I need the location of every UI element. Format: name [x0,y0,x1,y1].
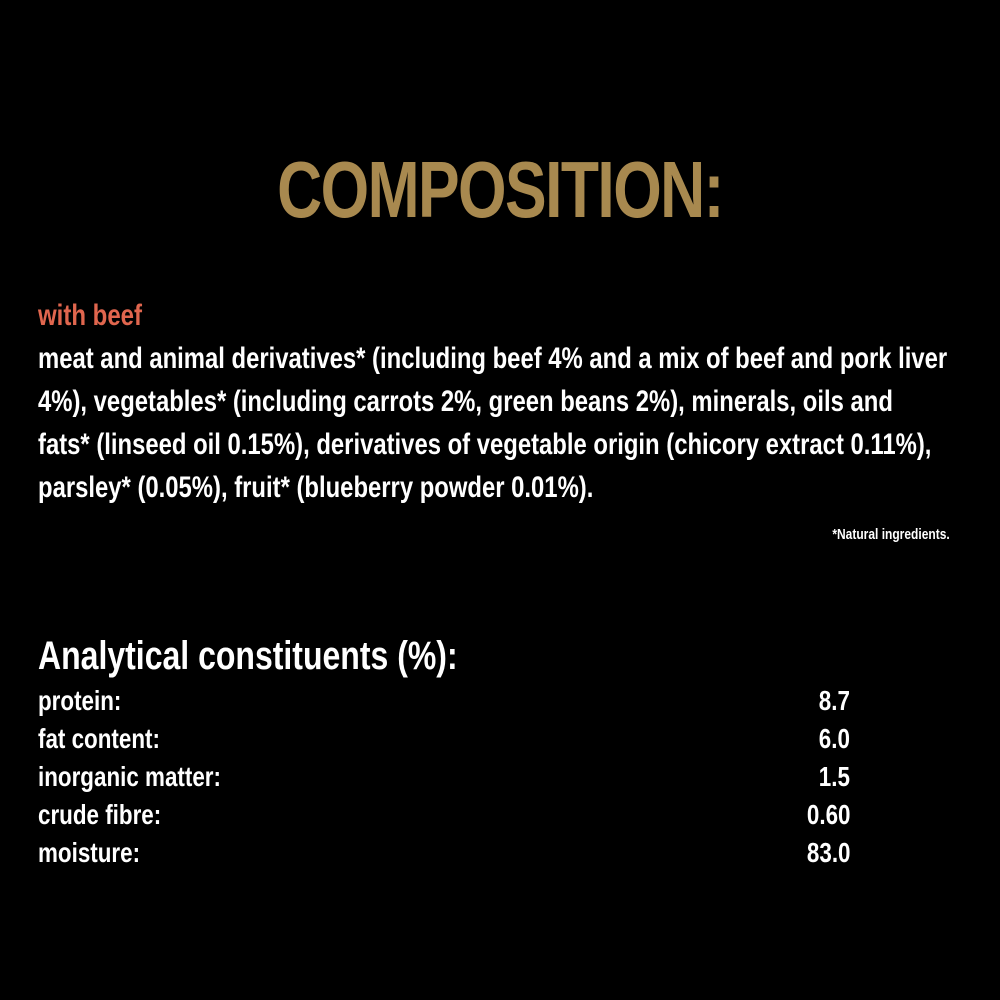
ingredients-line: fats* (linseed oil 0.15%), derivatives of vegetable origin (chicory extract 0.11%), [38,428,932,461]
constituent-row-fat-content [38,720,850,758]
ingredients-line: 4%), vegetables* (including carrots 2%, green beans 2%), minerals, oils and [38,385,893,418]
constituent-value: 8.7 [818,685,850,716]
constituent-name: crude fibre: [38,799,162,830]
constituent-row-moisture [38,834,850,872]
ingredients-line: parsley* (0.05%), fruit* (blueberry powder 0.01%). [38,471,594,504]
constituent-row-inorganic-matter [38,758,850,796]
ingredients-text [38,337,960,509]
analytical-constituents-table [38,682,850,872]
constituent-value: 83.0 [806,837,850,868]
constituent-value: 0.60 [806,799,850,830]
constituent-name: moisture: [38,837,141,868]
composition-title: COMPOSITION: [277,145,723,234]
constituent-row-protein [38,682,850,720]
ingredients-line: meat and animal derivatives* (including beef 4% and a mix of beef and pork liver [38,342,948,375]
constituent-name: fat content: [38,723,160,754]
constituent-value: 6.0 [818,723,850,754]
natural-ingredients-footnote: *Natural ingredients. [832,526,950,543]
constituent-name: protein: [38,685,122,716]
constituent-row-crude-fibre [38,796,850,834]
constituent-name: inorganic matter: [38,761,221,792]
variant-label: with beef [38,299,143,332]
constituent-value: 1.5 [818,761,850,792]
analytical-constituents-heading: Analytical constituents (%): [38,634,458,678]
